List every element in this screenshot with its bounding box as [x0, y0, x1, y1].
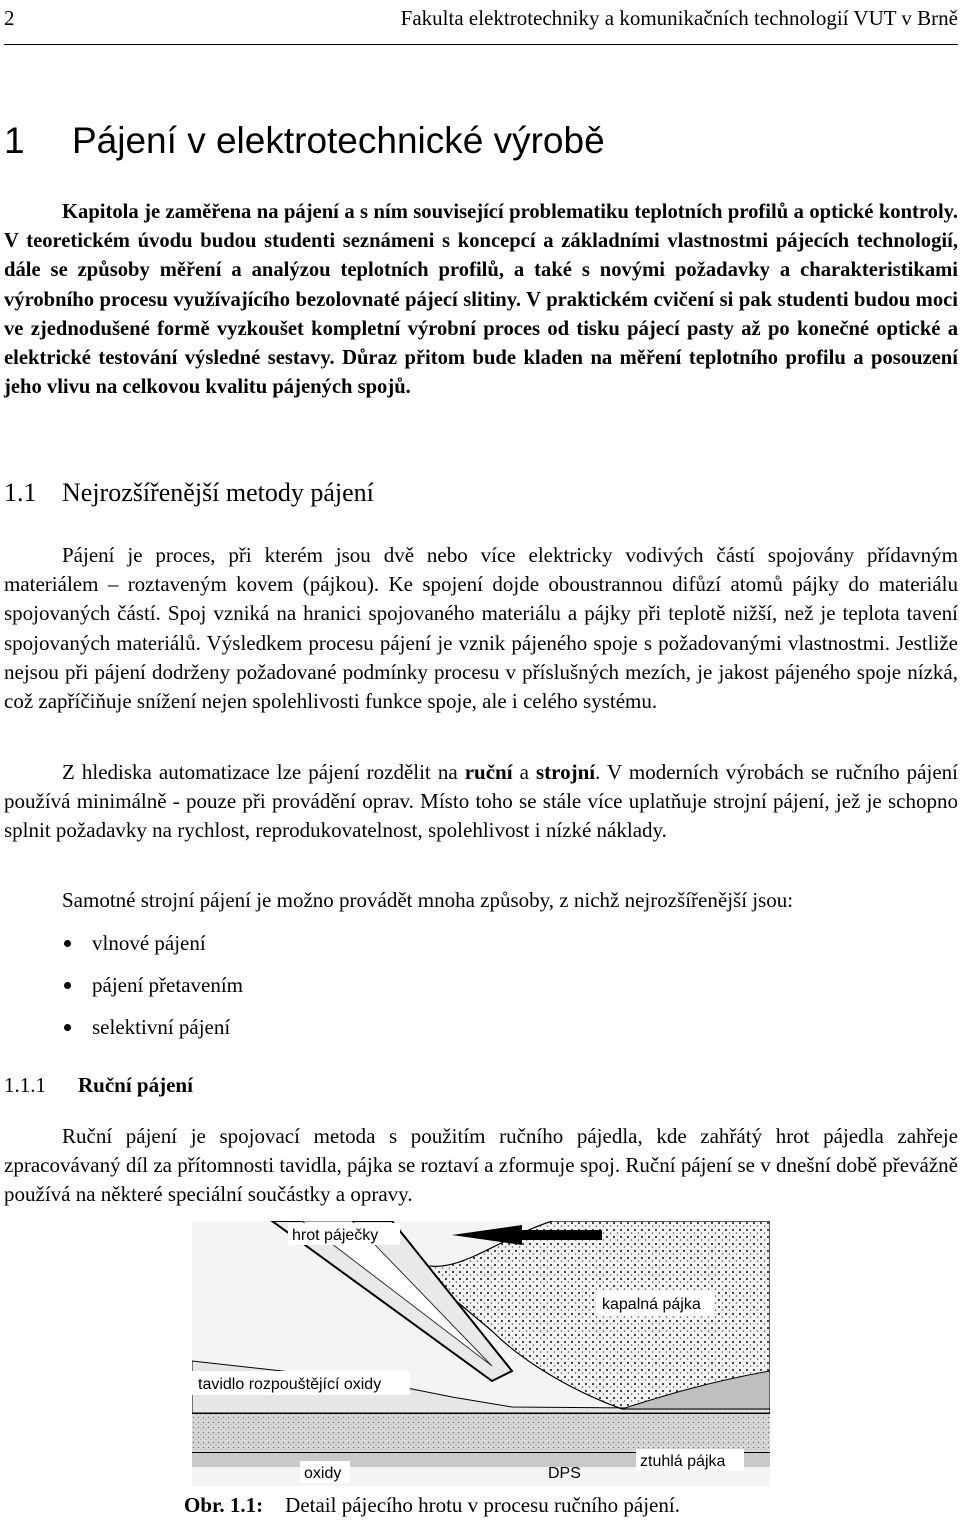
methods-list [4, 928, 243, 1054]
paragraph-definition: Pájení je proces, při kterém jsou dvě nebo více elektricky vodivých částí spojovány přídavným materiálem – roztaveným kovem (pájkou). Ke spojení dojde oboustrannou difůzí atomů pájky do materiálu spojovaných částí. Spoj vzniká na hranici spojovaného materiálu a pájky při teplotě nižší, než je teplota tavení spojovaných materiálů. Výsledkem procesu pájení je vznik pájeného spoje s požadovanými vlastnostmi. Jestliže nejsou při pájení dodrženy požadované podmínky procesu v příslušných mezích, je jakost pájeného spoje nízká, což zapříčiňuje snížení nejen spolehlivosti funkce spoje, ale i celého systému. [4, 543, 958, 714]
page-header [4, 0, 958, 45]
caption-label: Obr. 1.1: [184, 1493, 264, 1517]
chapter-intro: Kapitola je zaměřena na pájení a s ním související problematiku teplotních profilů a optické kontroly. V teoretickém úvodu budou studenti seznámeni s koncepcí a základními vlastnostmi pájecích technologií, dále se způsoby měření a analýzou teplotních profilů, a také s novými požadavky a charakteristikami výrobního procesu využívajícího bezolovnaté pájecí slitiny. V praktickém cvičení si pak studenti budou moci ve zjednodušené formě vyzkoušet kompletní výrobní proces od tisku pájecí pasty až po konečné optické a elektrické testování výsledné sestavy. Důraz přitom bude kladen na měření teplotního profilu a posouzení jeho vlivu na celkovou kvalitu pájených spojů. [4, 201, 958, 399]
label-flux: tavidlo rozpouštějící oxidy [198, 1376, 382, 1393]
subsection-heading [4, 1073, 193, 1098]
caption-text: Detail pájecího hrotu v procesu ručního pájení. [285, 1493, 680, 1517]
pcb-board [192, 1413, 770, 1453]
soldering-tip-figure [192, 1221, 770, 1486]
label-oxides: oxidy [304, 1465, 342, 1482]
soldering-diagram [192, 1221, 770, 1486]
term-manual: ruční [464, 760, 513, 784]
chapter-heading [4, 120, 605, 162]
subsection-number: 1.1.1 [4, 1073, 46, 1097]
paragraph-methods-intro: Samotné strojní pájení je možno provádět mnoha způsoby, z nichž nejrozšířenější jsou: [62, 888, 794, 912]
chapter-number: 1 [4, 120, 25, 161]
section-title: Nejrozšířenější metody pájení [62, 478, 374, 507]
chapter-title: Pájení v elektrotechnické výrobě [72, 120, 605, 161]
page-number: 2 [4, 6, 15, 30]
section-heading [4, 478, 374, 508]
paragraph-automation-end: . V moderních výrobách se ručního pájení používá minimálně - pouze při provádění oprav. Místo toho se stále více uplatňuje strojní pájení, jež je schopno splnit požadavky na rychlost, reprodukovatelnost, spolehlivost i nízké náklady. [4, 760, 958, 843]
paragraph-manual-soldering: Ruční pájení je spojovací metoda s použitím ručního pájedla, kde zahřátý hrot pájedla zahřeje zpracovávaný díl za přítomnosti tavidla, pájka se roztaví a zformuje spoj. Ruční pájení se v dnešní době převážně používá na některé speciální součástky a opravy. [4, 1124, 958, 1207]
label-liquid-solder: kapalná pájka [602, 1296, 701, 1313]
label-pcb: DPS [548, 1465, 581, 1482]
paragraph-automation [4, 758, 958, 846]
paragraph-automation-start: Z hlediska automatizace lze pájení rozdělit na [62, 760, 465, 784]
subsection-title: Ruční pájení [78, 1073, 193, 1097]
section-number: 1.1 [4, 478, 37, 507]
list-item: selektivní pájení [4, 1012, 243, 1054]
paragraph-automation-mid: a [512, 760, 536, 784]
label-tip: hrot páječky [292, 1227, 379, 1244]
header-institution: Fakulta elektrotechniky a komunikačních technologií VUT v Brně [400, 6, 958, 30]
term-machine: strojní [535, 760, 596, 784]
list-item: pájení přetavením [4, 970, 243, 1012]
label-solidified-solder: ztuhlá pájka [640, 1453, 726, 1470]
list-item: vlnové pájení [4, 928, 243, 970]
figure-caption [184, 1493, 680, 1518]
